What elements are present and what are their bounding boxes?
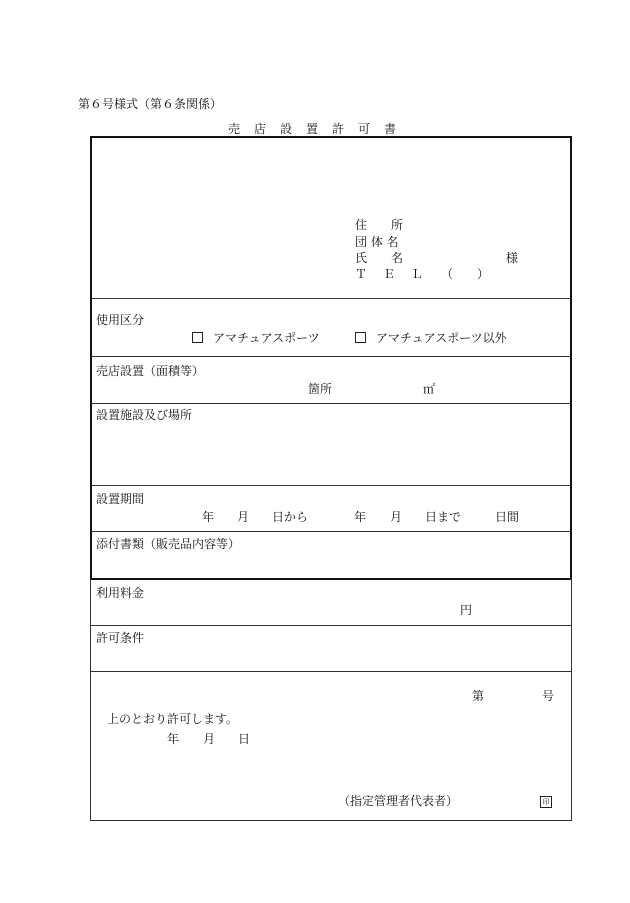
fee-unit: 円	[460, 603, 473, 617]
divider	[91, 531, 571, 532]
divider	[91, 356, 571, 357]
lower-form-frame	[90, 579, 572, 821]
approval-month: 月	[203, 732, 216, 746]
usage-option-amateur[interactable]	[192, 332, 320, 344]
divider	[91, 671, 571, 672]
honorific: 様	[506, 251, 519, 265]
checkbox[interactable]	[192, 332, 203, 343]
divider	[91, 485, 571, 486]
conditions-label: 許可条件	[96, 631, 145, 645]
period-year-to: 年	[354, 510, 367, 524]
form-number: 第６号様式（第６条関係）	[78, 97, 223, 111]
name-label: 氏 名	[355, 251, 404, 265]
fee-label: 利用料金	[96, 586, 145, 600]
checkbox[interactable]	[355, 332, 366, 343]
period-year-from: 年	[202, 510, 215, 524]
period-day-to: 日まで	[425, 510, 462, 524]
attachments-label: 添付書類（販売品内容等）	[96, 537, 241, 551]
group-name-label: 団 体 名	[355, 235, 399, 249]
approval-day: 日	[238, 732, 251, 746]
tel-parens: （ ）	[441, 267, 490, 281]
divider	[91, 625, 571, 626]
usage-option-non-amateur[interactable]	[355, 332, 507, 344]
area-unit: ㎡	[423, 382, 436, 396]
shop-label: 売店設置（面積等）	[96, 364, 205, 378]
seal-mark: 印	[540, 796, 552, 808]
period-month-to: 月	[390, 510, 403, 524]
facility-label: 設置施設及び場所	[96, 408, 193, 422]
divider	[91, 403, 571, 404]
period-days: 日間	[495, 510, 520, 524]
signer-label: （指定管理者代表者）	[338, 794, 459, 808]
divider	[91, 298, 571, 299]
option-label: アマチュアスポーツ以外	[376, 331, 507, 345]
period-day-from: 日から	[272, 510, 309, 524]
period-label: 設置期間	[96, 492, 145, 506]
approval-statement: 上のとおり許可します。	[107, 712, 239, 726]
permit-number-prefix: 第	[472, 689, 485, 703]
approval-year: 年	[167, 732, 180, 746]
usage-label: 使用区分	[96, 313, 145, 327]
option-label: アマチュアスポーツ	[213, 331, 320, 345]
tel-label: Ｔ Ｅ Ｌ	[355, 267, 426, 281]
address-label: 住 所	[355, 218, 404, 232]
permit-number-suffix: 号	[542, 689, 555, 703]
period-month-from: 月	[237, 510, 250, 524]
document-title: 売 店 設 置 許 可 書	[228, 122, 398, 136]
count-unit: 箇所	[308, 382, 333, 396]
